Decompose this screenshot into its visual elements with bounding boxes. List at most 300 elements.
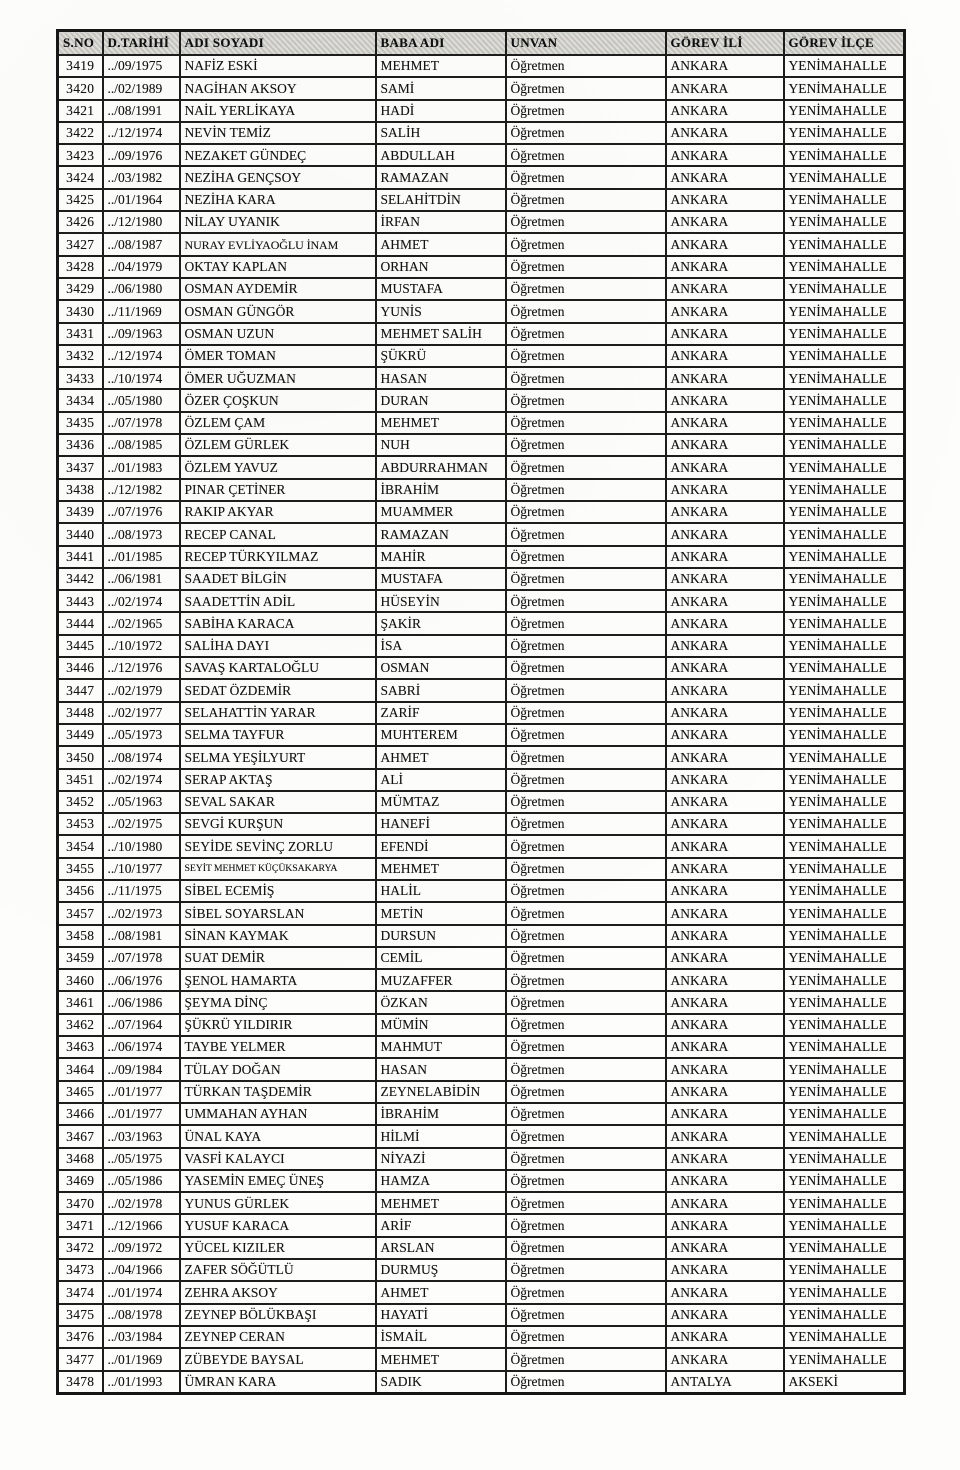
cell-father-name: DURSUN xyxy=(376,925,506,947)
cell-sno: 3436 xyxy=(58,434,103,456)
cell-district: YENİMAHALLE xyxy=(784,969,905,991)
cell-province: ANKARA xyxy=(666,256,784,278)
cell-birth-date: ../09/1963 xyxy=(103,323,180,345)
cell-sno: 3449 xyxy=(58,724,103,746)
cell-birth-date: ../07/1978 xyxy=(103,947,180,969)
cell-sno: 3431 xyxy=(58,323,103,345)
cell-title: Öğretmen xyxy=(506,456,666,478)
cell-title: Öğretmen xyxy=(506,835,666,857)
table-row xyxy=(58,367,905,389)
table-row xyxy=(58,166,905,188)
cell-province: ANKARA xyxy=(666,947,784,969)
cell-district: YENİMAHALLE xyxy=(784,122,905,144)
table-row xyxy=(58,1371,905,1394)
cell-name: SALİHA DAYI xyxy=(180,635,376,657)
cell-father-name: ORHAN xyxy=(376,256,506,278)
cell-name: SAADETTİN ADİL xyxy=(180,590,376,612)
cell-sno: 3441 xyxy=(58,546,103,568)
cell-birth-date: ../02/1979 xyxy=(103,679,180,701)
cell-title: Öğretmen xyxy=(506,300,666,322)
cell-name: NİLAY UYANIK xyxy=(180,211,376,233)
cell-district: YENİMAHALLE xyxy=(784,590,905,612)
cell-father-name: SADIK xyxy=(376,1371,506,1394)
cell-province: ANKARA xyxy=(666,969,784,991)
cell-district: YENİMAHALLE xyxy=(784,635,905,657)
table-row xyxy=(58,300,905,322)
cell-birth-date: ../12/1982 xyxy=(103,479,180,501)
cell-name: ZEHRA AKSOY xyxy=(180,1281,376,1303)
cell-father-name: EFENDİ xyxy=(376,835,506,857)
cell-birth-date: ../12/1974 xyxy=(103,345,180,367)
cell-title: Öğretmen xyxy=(506,1214,666,1236)
cell-province: ANKARA xyxy=(666,991,784,1013)
cell-birth-date: ../04/1979 xyxy=(103,256,180,278)
cell-birth-date: ../10/1974 xyxy=(103,367,180,389)
cell-province: ANKARA xyxy=(666,1326,784,1348)
cell-name: RECEP TÜRKYILMAZ xyxy=(180,546,376,568)
column-header-father-name: BABA ADI xyxy=(376,31,506,56)
cell-birth-date: ../06/1976 xyxy=(103,969,180,991)
cell-sno: 3433 xyxy=(58,367,103,389)
table-row xyxy=(58,1014,905,1036)
cell-father-name: RAMAZAN xyxy=(376,523,506,545)
cell-title: Öğretmen xyxy=(506,880,666,902)
table-row xyxy=(58,546,905,568)
column-header-district: GÖREV İLÇE xyxy=(784,31,905,56)
cell-province: ANKARA xyxy=(666,724,784,746)
cell-name: SİNAN KAYMAK xyxy=(180,925,376,947)
cell-name: ZAFER SÖĞÜTLÜ xyxy=(180,1259,376,1281)
cell-sno: 3444 xyxy=(58,612,103,634)
table-row xyxy=(58,1058,905,1080)
cell-district: YENİMAHALLE xyxy=(784,679,905,701)
cell-district: YENİMAHALLE xyxy=(784,278,905,300)
cell-father-name: ARSLAN xyxy=(376,1237,506,1259)
cell-title: Öğretmen xyxy=(506,746,666,768)
cell-name: SEVAL SAKAR xyxy=(180,791,376,813)
cell-district: YENİMAHALLE xyxy=(784,523,905,545)
cell-birth-date: ../01/1969 xyxy=(103,1348,180,1370)
table-row xyxy=(58,211,905,233)
cell-district: YENİMAHALLE xyxy=(784,479,905,501)
cell-name: YASEMİN EMEÇ ÜNEŞ xyxy=(180,1170,376,1192)
cell-sno: 3429 xyxy=(58,278,103,300)
cell-sno: 3465 xyxy=(58,1081,103,1103)
cell-birth-date: ../06/1986 xyxy=(103,991,180,1013)
cell-birth-date: ../02/1973 xyxy=(103,902,180,924)
cell-sno: 3424 xyxy=(58,166,103,188)
cell-title: Öğretmen xyxy=(506,323,666,345)
cell-province: ANKARA xyxy=(666,523,784,545)
cell-name: ÖZLEM GÜRLEK xyxy=(180,434,376,456)
cell-father-name: MÜMİN xyxy=(376,1014,506,1036)
cell-sno: 3455 xyxy=(58,858,103,880)
cell-birth-date: ../08/1978 xyxy=(103,1304,180,1326)
cell-district: YENİMAHALLE xyxy=(784,77,905,99)
table-row xyxy=(58,345,905,367)
cell-father-name: SELAHİTDİN xyxy=(376,189,506,211)
cell-birth-date: ../08/1973 xyxy=(103,523,180,545)
column-header-name: ADI SOYADI xyxy=(180,31,376,56)
cell-birth-date: ../02/1978 xyxy=(103,1192,180,1214)
cell-sno: 3427 xyxy=(58,233,103,255)
personnel-table xyxy=(56,29,906,1395)
cell-father-name: HAYATİ xyxy=(376,1304,506,1326)
table-row xyxy=(58,746,905,768)
cell-province: ANKARA xyxy=(666,657,784,679)
cell-sno: 3421 xyxy=(58,100,103,122)
cell-sno: 3474 xyxy=(58,1281,103,1303)
cell-father-name: METİN xyxy=(376,902,506,924)
cell-district: YENİMAHALLE xyxy=(784,1348,905,1370)
table-row xyxy=(58,635,905,657)
cell-father-name: ARİF xyxy=(376,1214,506,1236)
cell-name: OSMAN UZUN xyxy=(180,323,376,345)
cell-name: SEYİT MEHMET KÜÇÜKSAKARYA xyxy=(180,858,376,880)
cell-father-name: MEHMET xyxy=(376,1192,506,1214)
cell-province: ANKARA xyxy=(666,77,784,99)
cell-province: ANKARA xyxy=(666,813,784,835)
cell-father-name: OSMAN xyxy=(376,657,506,679)
table-row xyxy=(58,1259,905,1281)
cell-title: Öğretmen xyxy=(506,724,666,746)
table-row xyxy=(58,412,905,434)
cell-district: YENİMAHALLE xyxy=(784,100,905,122)
column-header-birth-date: D.TARİHİ xyxy=(103,31,180,56)
cell-birth-date: ../02/1974 xyxy=(103,590,180,612)
cell-name: OSMAN AYDEMİR xyxy=(180,278,376,300)
cell-title: Öğretmen xyxy=(506,1371,666,1394)
cell-sno: 3425 xyxy=(58,189,103,211)
cell-father-name: RAMAZAN xyxy=(376,166,506,188)
cell-father-name: ALİ xyxy=(376,769,506,791)
cell-birth-date: ../09/1972 xyxy=(103,1237,180,1259)
cell-title: Öğretmen xyxy=(506,590,666,612)
cell-father-name: DURMUŞ xyxy=(376,1259,506,1281)
cell-sno: 3470 xyxy=(58,1192,103,1214)
cell-title: Öğretmen xyxy=(506,702,666,724)
cell-title: Öğretmen xyxy=(506,1192,666,1214)
cell-name: ŞENOL HAMARTA xyxy=(180,969,376,991)
cell-district: YENİMAHALLE xyxy=(784,746,905,768)
cell-birth-date: ../08/1974 xyxy=(103,746,180,768)
table-header xyxy=(58,31,905,56)
table-row xyxy=(58,858,905,880)
cell-name: ZEYNEP BÖLÜKBAŞI xyxy=(180,1304,376,1326)
cell-title: Öğretmen xyxy=(506,813,666,835)
cell-title: Öğretmen xyxy=(506,1237,666,1259)
cell-father-name: ŞÜKRÜ xyxy=(376,345,506,367)
cell-sno: 3462 xyxy=(58,1014,103,1036)
cell-district: YENİMAHALLE xyxy=(784,501,905,523)
cell-father-name: HASAN xyxy=(376,1058,506,1080)
cell-father-name: AHMET xyxy=(376,746,506,768)
cell-province: ANKARA xyxy=(666,769,784,791)
cell-father-name: ABDURRAHMAN xyxy=(376,456,506,478)
cell-title: Öğretmen xyxy=(506,925,666,947)
cell-title: Öğretmen xyxy=(506,1058,666,1080)
table-row xyxy=(58,523,905,545)
cell-title: Öğretmen xyxy=(506,858,666,880)
cell-birth-date: ../05/1973 xyxy=(103,724,180,746)
cell-sno: 3454 xyxy=(58,835,103,857)
cell-sno: 3463 xyxy=(58,1036,103,1058)
cell-birth-date: ../03/1982 xyxy=(103,166,180,188)
table-row xyxy=(58,902,905,924)
cell-name: NAGİHAN AKSOY xyxy=(180,77,376,99)
cell-title: Öğretmen xyxy=(506,144,666,166)
cell-district: YENİMAHALLE xyxy=(784,256,905,278)
cell-father-name: AHMET xyxy=(376,233,506,255)
cell-title: Öğretmen xyxy=(506,345,666,367)
cell-sno: 3435 xyxy=(58,412,103,434)
cell-title: Öğretmen xyxy=(506,1304,666,1326)
cell-name: SAADET BİLGİN xyxy=(180,568,376,590)
table-row xyxy=(58,233,905,255)
cell-district: YENİMAHALLE xyxy=(784,55,905,77)
cell-district: YENİMAHALLE xyxy=(784,835,905,857)
cell-birth-date: ../05/1963 xyxy=(103,791,180,813)
cell-title: Öğretmen xyxy=(506,233,666,255)
cell-birth-date: ../01/1983 xyxy=(103,456,180,478)
cell-district: YENİMAHALLE xyxy=(784,858,905,880)
cell-province: ANKARA xyxy=(666,1014,784,1036)
cell-birth-date: ../01/1985 xyxy=(103,546,180,568)
cell-father-name: ŞAKİR xyxy=(376,612,506,634)
cell-district: YENİMAHALLE xyxy=(784,1326,905,1348)
cell-province: ANKARA xyxy=(666,835,784,857)
cell-district: YENİMAHALLE xyxy=(784,657,905,679)
table-row xyxy=(58,122,905,144)
cell-father-name: YUNİS xyxy=(376,300,506,322)
cell-title: Öğretmen xyxy=(506,55,666,77)
cell-title: Öğretmen xyxy=(506,1170,666,1192)
cell-province: ANKARA xyxy=(666,278,784,300)
cell-district: YENİMAHALLE xyxy=(784,1081,905,1103)
cell-sno: 3467 xyxy=(58,1125,103,1147)
cell-district: YENİMAHALLE xyxy=(784,925,905,947)
cell-father-name: İRFAN xyxy=(376,211,506,233)
cell-province: ANKARA xyxy=(666,233,784,255)
cell-father-name: MEHMET xyxy=(376,412,506,434)
cell-birth-date: ../09/1976 xyxy=(103,144,180,166)
table-row xyxy=(58,991,905,1013)
cell-name: PINAR ÇETİNER xyxy=(180,479,376,501)
cell-title: Öğretmen xyxy=(506,769,666,791)
cell-district: YENİMAHALLE xyxy=(784,300,905,322)
cell-name: NAFİZ ESKİ xyxy=(180,55,376,77)
cell-father-name: HALİL xyxy=(376,880,506,902)
cell-birth-date: ../01/1964 xyxy=(103,189,180,211)
cell-father-name: ABDULLAH xyxy=(376,144,506,166)
cell-sno: 3439 xyxy=(58,501,103,523)
cell-title: Öğretmen xyxy=(506,256,666,278)
cell-district: YENİMAHALLE xyxy=(784,211,905,233)
cell-father-name: MUHTEREM xyxy=(376,724,506,746)
cell-province: ANKARA xyxy=(666,345,784,367)
cell-name: NEZİHA GENÇSOY xyxy=(180,166,376,188)
cell-province: ANKARA xyxy=(666,501,784,523)
cell-sno: 3459 xyxy=(58,947,103,969)
column-header-sno: S.NO xyxy=(58,31,103,56)
cell-birth-date: ../08/1987 xyxy=(103,233,180,255)
cell-district: YENİMAHALLE xyxy=(784,144,905,166)
table-row xyxy=(58,100,905,122)
cell-father-name: HADİ xyxy=(376,100,506,122)
cell-birth-date: ../11/1975 xyxy=(103,880,180,902)
cell-province: ANKARA xyxy=(666,880,784,902)
cell-district: YENİMAHALLE xyxy=(784,791,905,813)
cell-title: Öğretmen xyxy=(506,77,666,99)
cell-title: Öğretmen xyxy=(506,189,666,211)
table-row xyxy=(58,657,905,679)
cell-father-name: MAHMUT xyxy=(376,1036,506,1058)
cell-father-name: SABRİ xyxy=(376,679,506,701)
cell-sno: 3453 xyxy=(58,813,103,835)
cell-name: SERAP AKTAŞ xyxy=(180,769,376,791)
cell-name: VASFİ KALAYCI xyxy=(180,1148,376,1170)
cell-title: Öğretmen xyxy=(506,122,666,144)
cell-province: ANKARA xyxy=(666,546,784,568)
cell-father-name: NİYAZİ xyxy=(376,1148,506,1170)
cell-province: ANKARA xyxy=(666,1125,784,1147)
cell-title: Öğretmen xyxy=(506,991,666,1013)
cell-sno: 3428 xyxy=(58,256,103,278)
table-row xyxy=(58,1281,905,1303)
cell-name: ÖZLEM YAVUZ xyxy=(180,456,376,478)
cell-title: Öğretmen xyxy=(506,791,666,813)
cell-title: Öğretmen xyxy=(506,1259,666,1281)
cell-birth-date: ../02/1975 xyxy=(103,813,180,835)
cell-title: Öğretmen xyxy=(506,947,666,969)
cell-sno: 3452 xyxy=(58,791,103,813)
table-row xyxy=(58,55,905,77)
cell-district: YENİMAHALLE xyxy=(784,702,905,724)
cell-sno: 3422 xyxy=(58,122,103,144)
cell-district: YENİMAHALLE xyxy=(784,612,905,634)
cell-name: ŞÜKRÜ YILDIRIR xyxy=(180,1014,376,1036)
cell-father-name: MUSTAFA xyxy=(376,278,506,300)
cell-sno: 3464 xyxy=(58,1058,103,1080)
table-row xyxy=(58,479,905,501)
cell-birth-date: ../03/1984 xyxy=(103,1326,180,1348)
cell-province: ANKARA xyxy=(666,189,784,211)
cell-district: YENİMAHALLE xyxy=(784,166,905,188)
cell-sno: 3469 xyxy=(58,1170,103,1192)
cell-sno: 3458 xyxy=(58,925,103,947)
cell-name: YUNUS GÜRLEK xyxy=(180,1192,376,1214)
cell-father-name: HANEFİ xyxy=(376,813,506,835)
cell-province: ANKARA xyxy=(666,479,784,501)
cell-name: RECEP CANAL xyxy=(180,523,376,545)
table-row xyxy=(58,1214,905,1236)
cell-district: YENİMAHALLE xyxy=(784,1192,905,1214)
cell-sno: 3476 xyxy=(58,1326,103,1348)
column-header-province: GÖREV İLİ xyxy=(666,31,784,56)
cell-name: UMMAHAN AYHAN xyxy=(180,1103,376,1125)
cell-father-name: İSMAİL xyxy=(376,1326,506,1348)
cell-district: YENİMAHALLE xyxy=(784,902,905,924)
cell-title: Öğretmen xyxy=(506,612,666,634)
cell-title: Öğretmen xyxy=(506,1036,666,1058)
cell-sno: 3473 xyxy=(58,1259,103,1281)
cell-name: ÖMER UĞUZMAN xyxy=(180,367,376,389)
cell-province: ANKARA xyxy=(666,1036,784,1058)
cell-father-name: ZARİF xyxy=(376,702,506,724)
cell-sno: 3466 xyxy=(58,1103,103,1125)
cell-district: YENİMAHALLE xyxy=(784,546,905,568)
cell-sno: 3419 xyxy=(58,55,103,77)
table-row xyxy=(58,769,905,791)
cell-title: Öğretmen xyxy=(506,100,666,122)
cell-title: Öğretmen xyxy=(506,412,666,434)
cell-sno: 3448 xyxy=(58,702,103,724)
cell-birth-date: ../07/1976 xyxy=(103,501,180,523)
cell-province: ANKARA xyxy=(666,746,784,768)
cell-sno: 3468 xyxy=(58,1148,103,1170)
cell-sno: 3443 xyxy=(58,590,103,612)
cell-sno: 3472 xyxy=(58,1237,103,1259)
cell-province: ANKARA xyxy=(666,590,784,612)
cell-district: YENİMAHALLE xyxy=(784,456,905,478)
cell-sno: 3478 xyxy=(58,1371,103,1394)
cell-father-name: MUAMMER xyxy=(376,501,506,523)
cell-name: NEZAKET GÜNDEÇ xyxy=(180,144,376,166)
cell-name: SUAT DEMİR xyxy=(180,947,376,969)
cell-title: Öğretmen xyxy=(506,501,666,523)
cell-father-name: MÜMTAZ xyxy=(376,791,506,813)
cell-province: ANKARA xyxy=(666,412,784,434)
cell-name: SELMA YEŞİLYURT xyxy=(180,746,376,768)
cell-title: Öğretmen xyxy=(506,969,666,991)
cell-title: Öğretmen xyxy=(506,1326,666,1348)
cell-father-name: HASAN xyxy=(376,367,506,389)
cell-sno: 3477 xyxy=(58,1348,103,1370)
cell-district: YENİMAHALLE xyxy=(784,769,905,791)
cell-district: YENİMAHALLE xyxy=(784,813,905,835)
cell-sno: 3445 xyxy=(58,635,103,657)
cell-sno: 3434 xyxy=(58,389,103,411)
cell-province: ANKARA xyxy=(666,635,784,657)
cell-province: ANKARA xyxy=(666,1214,784,1236)
cell-title: Öğretmen xyxy=(506,1148,666,1170)
cell-title: Öğretmen xyxy=(506,1103,666,1125)
cell-district: YENİMAHALLE xyxy=(784,1014,905,1036)
cell-birth-date: ../10/1977 xyxy=(103,858,180,880)
cell-title: Öğretmen xyxy=(506,657,666,679)
cell-title: Öğretmen xyxy=(506,278,666,300)
cell-name: ÜNAL KAYA xyxy=(180,1125,376,1147)
cell-province: ANKARA xyxy=(666,100,784,122)
cell-father-name: MEHMET xyxy=(376,858,506,880)
cell-name: SEDAT ÖZDEMİR xyxy=(180,679,376,701)
cell-sno: 3426 xyxy=(58,211,103,233)
table-row xyxy=(58,590,905,612)
cell-title: Öğretmen xyxy=(506,523,666,545)
cell-name: ÖZLEM ÇAM xyxy=(180,412,376,434)
cell-district: YENİMAHALLE xyxy=(784,568,905,590)
cell-title: Öğretmen xyxy=(506,434,666,456)
cell-birth-date: ../02/1977 xyxy=(103,702,180,724)
cell-sno: 3471 xyxy=(58,1214,103,1236)
cell-father-name: DURAN xyxy=(376,389,506,411)
cell-father-name: MEHMET SALİH xyxy=(376,323,506,345)
cell-district: YENİMAHALLE xyxy=(784,434,905,456)
cell-sno: 3438 xyxy=(58,479,103,501)
cell-name: TÜLAY DOĞAN xyxy=(180,1058,376,1080)
cell-birth-date: ../02/1974 xyxy=(103,769,180,791)
cell-birth-date: ../12/1974 xyxy=(103,122,180,144)
